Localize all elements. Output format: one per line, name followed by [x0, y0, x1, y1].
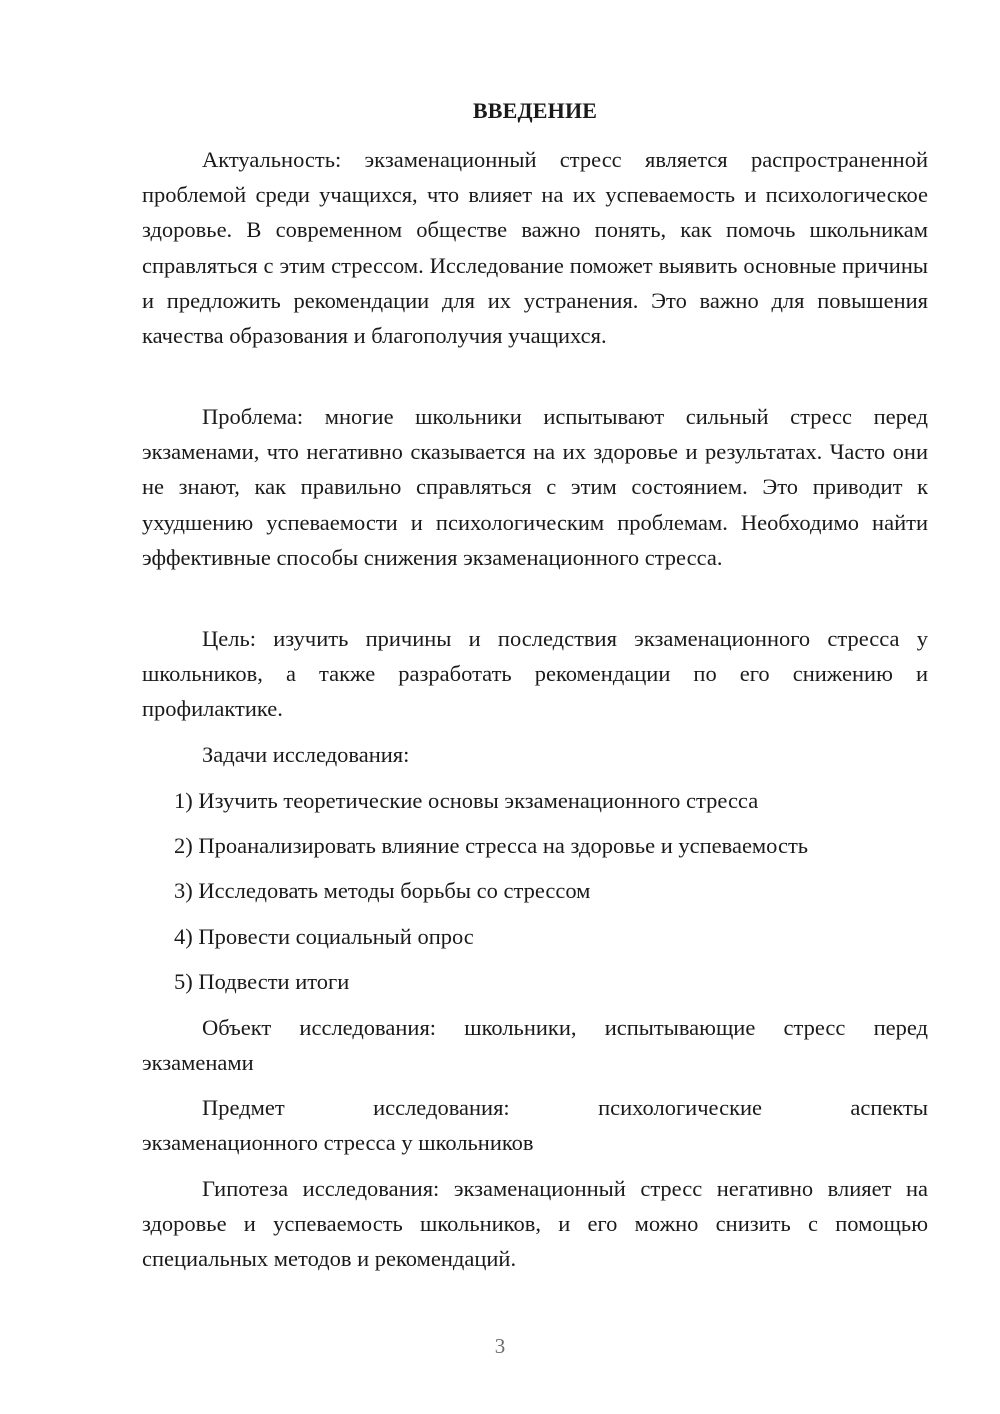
- paragraph-subject: [142, 1090, 928, 1160]
- subject-word: Предмет: [202, 1095, 285, 1120]
- paragraph-hypothesis: Гипотеза исследования: экзаменационный стресс негативно влияет на здоровье и успеваемость школьников, и его можно снизить с помощью специальных методов и рекомендаций.: [142, 1176, 928, 1272]
- paragraph-problem: Проблема: многие школьники испытывают сильный стресс перед экзаменами, что негативно сказывается на их здоровье и результатах. Часто они не знают, как правильно справляться с этим состоянием. Это приводит к ухудшению успеваемости и психологическим проблемам. Необходимо найти эффективные способы снижения экзаменационного стресса.: [142, 404, 928, 570]
- paragraph-object: Объект исследования: школьники, испытывающие стресс перед экзаменами: [142, 1015, 928, 1076]
- subject-word: аспекты: [850, 1095, 928, 1120]
- subject-line-2: экзаменационного стресса у школьников: [142, 1130, 534, 1156]
- task-item-2: 2) Проанализировать влияние стресса на здоровье и успеваемость: [174, 833, 809, 858]
- subject-word: психологические: [598, 1095, 763, 1120]
- task-item-3: 3) Исследовать методы борьбы со стрессом: [174, 878, 591, 903]
- subject-line-1: [142, 1090, 928, 1125]
- tasks-heading: Задачи исследования:: [202, 742, 410, 767]
- task-item-1: 1) Изучить теоретические основы экзаменационного стресса: [174, 788, 759, 813]
- task-item-5: 5) Подвести итоги: [174, 969, 350, 994]
- task-item-4: 4) Провести социальный опрос: [174, 924, 474, 949]
- subject-word: исследования:: [373, 1095, 510, 1120]
- paragraph-goal: Цель: изучить причины и последствия экзаменационного стресса у школьников, а также разработать рекомендации по его снижению и профилактике.: [142, 626, 928, 722]
- paragraph-relevance: Актуальность: экзаменационный стресс является распространенной проблемой среди учащихся, что влияет на их успеваемость и психологическое здоровье. В современном обществе важно понять, как помочь школьникам справляться с этим стрессом. Исследование поможет выявить основные причины и предложить рекомендации для их устранения. Это важно для повышения качества образования и благополучия учащихся.: [142, 147, 928, 349]
- page-number: 3: [494, 1334, 506, 1358]
- page-title: ВВЕДЕНИЕ: [472, 98, 598, 123]
